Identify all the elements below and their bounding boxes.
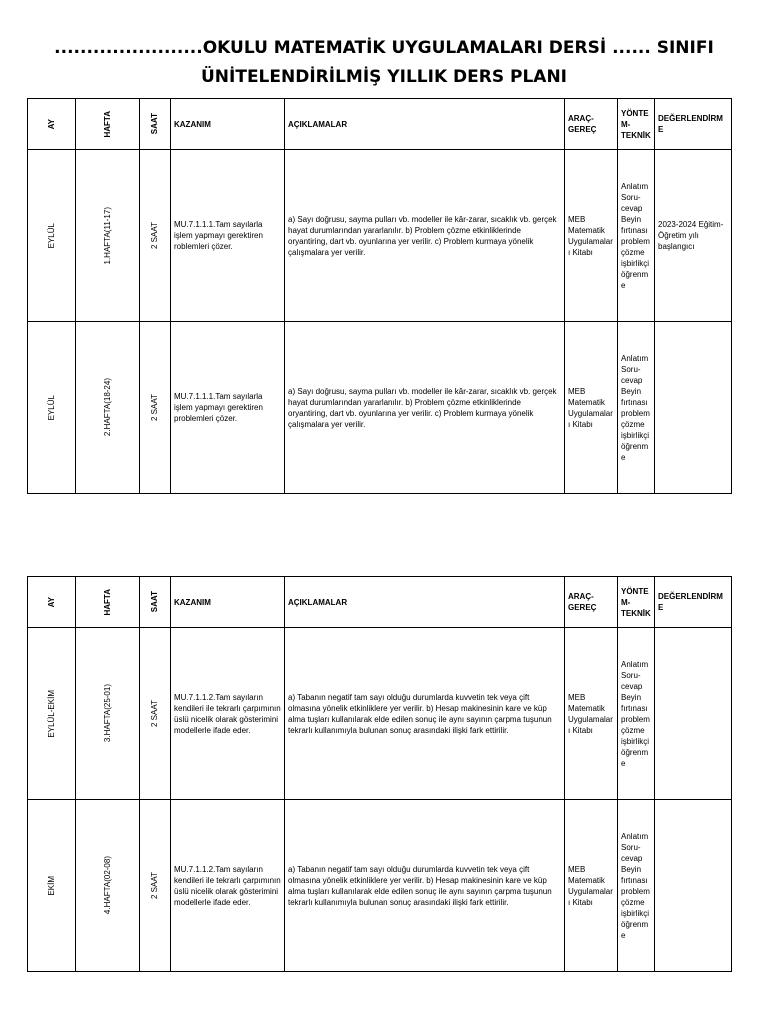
header-ay: AY	[28, 99, 76, 150]
cell-saat: 2 SAAT	[140, 322, 171, 494]
table-row	[28, 800, 732, 972]
cell-kazanim: MU.7.1.1.2.Tam sayıların kendileri ile tekrarlı çarpımının üslü nicelik olarak gösterimini modellerle ifade eder.	[171, 800, 285, 972]
cell-arac-gerec: MEB Matematik Uygulamaları Kitabı	[565, 800, 618, 972]
table-row	[28, 628, 732, 800]
cell-arac-gerec: MEB Matematik Uygulamaları Kitabı	[565, 628, 618, 800]
cell-kazanim: MU.7.1.1.1.Tam sayılarla işlem yapmayı gerektiren roblemleri çözer.	[171, 150, 285, 322]
cell-degerlendirme: 2023-2024 Eğitim-Öğretim yılı başlangıcı	[655, 150, 732, 322]
cell-yontem-teknik: Anlatım Soru-cevap Beyin fırtınası problem çözme işbirlikçi öğrenme	[618, 150, 655, 322]
document-title-line1: .......................OKULU MATEMATİK UYGULAMALARI DERSİ ...... SINIFI	[54, 38, 714, 58]
cell-saat: 2 SAAT	[140, 628, 171, 800]
table-header-row	[28, 99, 732, 150]
header-arac-gerec: ARAÇ-GEREÇ	[565, 577, 618, 628]
document-title-line2: ÜNİTELENDİRİLMİŞ YILLIK DERS PLANI	[200, 67, 568, 87]
table-row	[28, 150, 732, 322]
table-header-row	[28, 577, 732, 628]
cell-aciklamalar: a) Sayı doğrusu, sayma pulları vb. modeller ile kâr-zarar, sıcaklık vb. gerçek hayat durumlarından yararlanılır. b) Problem çözme etkinliklerinde oryantiring, dart vb. oyunlarına yer verilir. c) Problem kurmaya yönelik çalışmalara yer verilir.	[285, 150, 565, 322]
cell-arac-gerec: MEB Matematik Uygulamaları Kitabı	[565, 322, 618, 494]
cell-hafta: 4.HAFTA(02-08)	[76, 800, 140, 972]
cell-aciklamalar: a) Sayı doğrusu, sayma pulları vb. modeller ile kâr-zarar, sıcaklık vb. gerçek hayat durumlarından yararlanılır. b) Problem çözme etkinliklerinde oryantiring, dart vb. oyunlarına yer verilir. c) Problem kurmaya yönelik çalışmalara yer verilir.	[285, 322, 565, 494]
header-arac-gerec: ARAÇ-GEREÇ	[565, 99, 618, 150]
cell-yontem-teknik: Anlatım Soru-cevap Beyin fırtınası problem çözme işbirlikçi öğrenme	[618, 322, 655, 494]
header-degerlendirme: DEĞERLENDİRME	[655, 577, 732, 628]
cell-ay: EYLÜL	[28, 150, 76, 322]
header-saat: SAAT	[140, 99, 171, 150]
header-degerlendirme: DEĞERLENDİRME	[655, 99, 732, 150]
cell-hafta: 1.HAFTA(11-17)	[76, 150, 140, 322]
cell-saat: 2 SAAT	[140, 800, 171, 972]
header-hafta: HAFTA	[76, 99, 140, 150]
cell-kazanim: MU.7.1.1.1.Tam sayılarla işlem yapmayı gerektiren problemleri çözer.	[171, 322, 285, 494]
header-saat: SAAT	[140, 577, 171, 628]
header-aciklamalar: AÇIKLAMALAR	[285, 99, 565, 150]
plan-table-1	[27, 98, 732, 494]
header-yontem-teknik: YÖNTEM-TEKNİK	[618, 577, 655, 628]
cell-aciklamalar: a) Tabanın negatif tam sayı olduğu durumlarda kuvvetin tek veya çift olmasına yönelik etkinliklere yer verilir. b) Hesap makinesinin kare ve küp alma tuşları kullanılarak elde edilen sonuç ile aynı sayının çarpma tuşunun tekrarlı kullanımıyla bulunan sonuç arasındaki ilişki fark ettirilir.	[285, 800, 565, 972]
cell-degerlendirme	[655, 628, 732, 800]
cell-ay: EYLÜL	[28, 322, 76, 494]
header-ay: AY	[28, 577, 76, 628]
cell-yontem-teknik: Anlatım Soru-cevap Beyin fırtınası problem çözme işbirlikçi öğrenme	[618, 628, 655, 800]
cell-hafta: 2.HAFTA(18-24)	[76, 322, 140, 494]
header-kazanim: KAZANIM	[171, 99, 285, 150]
cell-ay: EYLÜL-EKİM	[28, 628, 76, 800]
cell-hafta: 3.HAFTA(25-01)	[76, 628, 140, 800]
cell-degerlendirme	[655, 322, 732, 494]
cell-arac-gerec: MEB Matematik Uygulamaları Kitabı	[565, 150, 618, 322]
table-row	[28, 322, 732, 494]
header-hafta: HAFTA	[76, 577, 140, 628]
header-yontem-teknik: YÖNTEM-TEKNİK	[618, 99, 655, 150]
plan-table-2	[27, 576, 732, 972]
cell-degerlendirme	[655, 800, 732, 972]
cell-saat: 2 SAAT	[140, 150, 171, 322]
header-aciklamalar: AÇIKLAMALAR	[285, 577, 565, 628]
cell-ay: EKİM	[28, 800, 76, 972]
cell-yontem-teknik: Anlatım Soru-cevap Beyin fırtınası problem çözme işbirlikçi öğrenme	[618, 800, 655, 972]
cell-aciklamalar: a) Tabanın negatif tam sayı olduğu durumlarda kuvvetin tek veya çift olmasına yönelik etkinliklere yer verilir. b) Hesap makinesinin kare ve küp alma tuşları kullanılarak elde edilen sonuç ile aynı sayının çarpma tuşunun tekrarlı kullanımıyla bulunan sonuç arasındaki ilişki fark ettirilir.	[285, 628, 565, 800]
header-kazanim: KAZANIM	[171, 577, 285, 628]
cell-kazanim: MU.7.1.1.2.Tam sayıların kendileri ile tekrarlı çarpımının üslü nicelik olarak gösterimini modellerle ifade eder.	[171, 628, 285, 800]
